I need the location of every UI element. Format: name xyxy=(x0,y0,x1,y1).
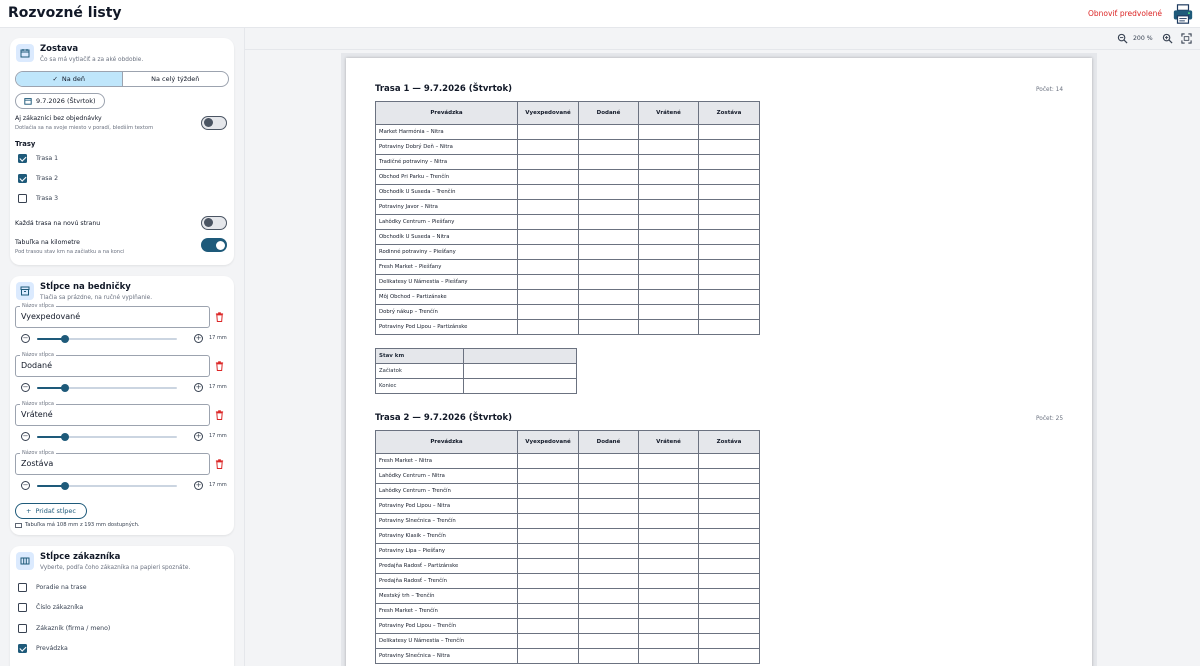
crate-columns-subtitle: Tlačia sa prázdne, na ručné vyplňanie. xyxy=(40,295,153,301)
empty-cell xyxy=(639,514,699,529)
empty-cell xyxy=(639,484,699,499)
empty-cell xyxy=(639,619,699,634)
empty-cell xyxy=(699,320,760,335)
shop-name-cell: Delikatesy U Námestia – Piešťany xyxy=(376,275,518,290)
empty-cell xyxy=(518,170,579,185)
empty-cell xyxy=(639,260,699,275)
empty-cell xyxy=(699,275,760,290)
shop-name-cell: Potraviny Dobrý Deň – Nitra xyxy=(376,140,518,155)
empty-cell xyxy=(518,649,579,664)
empty-cell xyxy=(639,649,699,664)
empty-cell xyxy=(579,574,639,589)
route-3-label: Trasa 3 xyxy=(36,195,59,202)
empty-cell xyxy=(639,634,699,649)
empty-cell xyxy=(579,499,639,514)
customer-option-order-label: Poradie na trase xyxy=(36,584,87,591)
columns-icon xyxy=(16,552,34,570)
print-preview xyxy=(341,53,1097,666)
customer-columns-card xyxy=(10,546,234,666)
empty-cell xyxy=(639,544,699,559)
empty-cell xyxy=(518,230,579,245)
empty-cell xyxy=(639,589,699,604)
shop-name-cell: Predajňa Radosť – Trenčín xyxy=(376,574,518,589)
table-row xyxy=(376,290,760,305)
check-icon: ✓ xyxy=(52,75,58,83)
empty-cell xyxy=(518,305,579,320)
shop-name-cell: Fresh Market – Piešťany xyxy=(376,260,518,275)
km-table-label: Tabuľka na kilometre xyxy=(15,239,80,246)
customer-option-order[interactable] xyxy=(18,583,87,592)
shop-name-cell: Potraviny Slnečnica – Nitra xyxy=(376,649,518,664)
customer-option-shop-label: Prevádzka xyxy=(36,645,68,652)
empty-cell xyxy=(579,320,639,335)
zoom-level: 200 % xyxy=(1133,35,1153,42)
zoom-out-icon[interactable] xyxy=(1117,33,1128,44)
empty-cell xyxy=(639,499,699,514)
empty-cell xyxy=(699,155,760,170)
column-width-slider-row xyxy=(15,431,229,443)
empty-cell xyxy=(518,260,579,275)
empty-cell xyxy=(639,290,699,305)
table-row xyxy=(376,589,760,604)
shop-name-cell: Lahôdky Centrum – Trenčín xyxy=(376,484,518,499)
route-2-table xyxy=(375,430,760,664)
km-row-label: Začiatok xyxy=(376,364,464,379)
column-name-label: Názov stĺpca xyxy=(22,352,54,358)
customer-option-number-label: Číslo zákazníka xyxy=(36,604,84,611)
empty-cell xyxy=(579,619,639,634)
empty-cell xyxy=(579,230,639,245)
empty-cell xyxy=(518,200,579,215)
empty-cell xyxy=(699,544,760,559)
empty-cell xyxy=(639,574,699,589)
table-width-text: Tabuľka má 108 mm z 193 mm dostupných. xyxy=(25,522,140,528)
shop-name-cell: Potraviny Pod Lipou – Nitra xyxy=(376,499,518,514)
column-name-input[interactable] xyxy=(21,361,201,370)
column-name-input[interactable] xyxy=(21,410,201,419)
table-row xyxy=(376,604,760,619)
column-name-input[interactable] xyxy=(21,459,201,468)
shop-name-cell: Obchodík U Suseda – Nitra xyxy=(376,230,518,245)
empty-cell xyxy=(699,484,760,499)
table-row xyxy=(376,649,760,664)
empty-cell xyxy=(518,454,579,469)
table-header: Dodané xyxy=(579,431,639,454)
empty-cell xyxy=(699,634,760,649)
no-orders-label: Aj zákazníci bez objednávky xyxy=(15,115,102,122)
column-width-value: 17 mm xyxy=(209,384,227,390)
shop-name-cell: Potraviny Slnečnica – Trenčín xyxy=(376,514,518,529)
preview-area xyxy=(245,28,1200,666)
shop-name-cell: Dobrý nákup – Trenčín xyxy=(376,305,518,320)
crate-columns-title: Stĺpce na bedničky xyxy=(40,282,131,292)
empty-cell xyxy=(518,245,579,260)
table-row xyxy=(376,619,760,634)
plus-circle-icon[interactable]: + xyxy=(195,334,202,342)
customer-option-number[interactable] xyxy=(18,603,83,612)
column-name-field[interactable] xyxy=(15,401,210,426)
shop-name-cell: Predajňa Radosť – Partizánske xyxy=(376,559,518,574)
empty-cell xyxy=(639,529,699,544)
empty-cell xyxy=(518,529,579,544)
empty-cell xyxy=(699,469,760,484)
top-bar xyxy=(0,0,1200,28)
shop-name-cell: Lahôdky Centrum – Piešťany xyxy=(376,215,518,230)
shop-name-cell: Obchodík U Suseda – Trenčín xyxy=(376,185,518,200)
page-title: Rozvozné listy xyxy=(8,5,122,21)
empty-cell xyxy=(639,185,699,200)
shop-name-cell: Potraviny Javor – Nitra xyxy=(376,200,518,215)
slider-thumb[interactable] xyxy=(61,335,69,343)
empty-cell xyxy=(518,514,579,529)
empty-cell xyxy=(579,649,639,664)
shop-name-cell: Fresh Market – Trenčín xyxy=(376,604,518,619)
plus-circle-icon[interactable]: + xyxy=(195,481,202,489)
route-1-count: Počet: 14 xyxy=(1036,87,1064,93)
table-row xyxy=(376,634,760,649)
table-row xyxy=(376,185,760,200)
column-name-field[interactable] xyxy=(15,352,210,377)
report-card-subtitle: Čo sa má vytlačiť a za aké obdobie. xyxy=(40,57,144,63)
column-width-value: 17 mm xyxy=(209,482,227,488)
table-header: Vyexpedované xyxy=(518,431,579,454)
table-row xyxy=(376,454,760,469)
table-row xyxy=(376,305,760,320)
table-row xyxy=(376,320,760,335)
empty-cell xyxy=(518,275,579,290)
report-card xyxy=(10,38,234,265)
shop-name-cell: Fresh Market – Nitra xyxy=(376,454,518,469)
shop-name-cell: Market Harmónia – Nitra xyxy=(376,125,518,140)
empty-cell xyxy=(699,559,760,574)
table-row xyxy=(376,275,760,290)
table-row xyxy=(376,140,760,155)
column-width-slider[interactable] xyxy=(37,338,177,340)
shop-name-cell: Potraviny Pod Lipou – Partizánske xyxy=(376,320,518,335)
empty-cell xyxy=(699,125,760,140)
ruler-icon xyxy=(15,523,22,528)
column-width-slider-row xyxy=(15,333,229,345)
empty-cell xyxy=(639,200,699,215)
table-row xyxy=(376,170,760,185)
slider-thumb[interactable] xyxy=(61,433,69,441)
column-width-value: 17 mm xyxy=(209,433,227,439)
plus-circle-icon[interactable]: + xyxy=(195,383,202,391)
empty-cell xyxy=(579,185,639,200)
customer-option-name[interactable] xyxy=(18,624,110,633)
column-name-field[interactable] xyxy=(15,450,210,475)
table-header: Dodané xyxy=(579,102,639,125)
table-row xyxy=(376,260,760,275)
table-row xyxy=(376,529,760,544)
table-row xyxy=(376,484,760,499)
delete-column-icon[interactable] xyxy=(215,459,224,469)
empty-cell xyxy=(699,619,760,634)
empty-cell xyxy=(579,140,639,155)
table-row xyxy=(376,230,760,245)
empty-cell xyxy=(579,544,639,559)
empty-cell xyxy=(518,125,579,140)
km-table-header xyxy=(464,349,577,364)
table-row xyxy=(376,514,760,529)
empty-cell xyxy=(639,245,699,260)
empty-cell xyxy=(579,260,639,275)
calendar-small-icon xyxy=(24,97,32,105)
table-row xyxy=(376,155,760,170)
empty-cell xyxy=(579,469,639,484)
empty-cell xyxy=(699,170,760,185)
table-row xyxy=(376,125,760,140)
reset-defaults-button[interactable]: Obnoviť predvolené xyxy=(1087,9,1162,18)
new-page-label: Každá trasa na novú stranu xyxy=(15,220,101,227)
crate-columns-card xyxy=(10,276,234,535)
empty-cell xyxy=(699,574,760,589)
km-table-header: Stav km xyxy=(376,349,464,364)
empty-cell xyxy=(518,215,579,230)
empty-cell xyxy=(579,245,639,260)
empty-cell xyxy=(518,559,579,574)
period-day-option[interactable] xyxy=(16,72,123,86)
plus-icon: + xyxy=(26,507,32,515)
empty-cell xyxy=(639,140,699,155)
empty-cell xyxy=(639,559,699,574)
empty-cell xyxy=(518,619,579,634)
table-header: Vrátené xyxy=(639,431,699,454)
date-value: 9.7.2026 (Štvrtok) xyxy=(36,97,96,105)
empty-cell xyxy=(639,215,699,230)
empty-cell xyxy=(699,245,760,260)
empty-cell xyxy=(464,364,577,379)
empty-cell xyxy=(699,140,760,155)
empty-cell xyxy=(579,514,639,529)
period-day-label: Na deň xyxy=(61,75,86,83)
empty-cell xyxy=(699,215,760,230)
column-name-input[interactable] xyxy=(21,312,201,321)
table-header: Prevádzka xyxy=(376,431,518,454)
period-week-option[interactable] xyxy=(123,72,229,86)
empty-cell xyxy=(579,589,639,604)
empty-cell xyxy=(518,604,579,619)
empty-cell xyxy=(639,155,699,170)
empty-cell xyxy=(579,484,639,499)
customer-columns-subtitle: Vyberte, podľa čoho zákazníka na papieri spoznáte. xyxy=(40,565,191,571)
plus-circle-icon[interactable]: + xyxy=(195,432,202,440)
calendar-icon xyxy=(16,44,34,62)
empty-cell xyxy=(699,290,760,305)
shop-name-cell: Potraviny Klasik – Trenčín xyxy=(376,529,518,544)
delete-column-icon[interactable] xyxy=(215,312,224,322)
delete-column-icon[interactable] xyxy=(215,410,224,420)
empty-cell xyxy=(699,305,760,320)
table-width-note xyxy=(15,522,140,528)
empty-cell xyxy=(579,275,639,290)
slider-thumb[interactable] xyxy=(61,482,69,490)
empty-cell xyxy=(518,544,579,559)
km-row xyxy=(376,379,577,394)
table-row xyxy=(376,499,760,514)
empty-cell xyxy=(579,529,639,544)
routes-heading: Trasy xyxy=(15,140,36,148)
empty-cell xyxy=(579,604,639,619)
empty-cell xyxy=(579,170,639,185)
empty-cell xyxy=(518,469,579,484)
zoom-in-icon[interactable] xyxy=(1162,33,1173,44)
route-1-table xyxy=(375,101,760,335)
table-row xyxy=(376,215,760,230)
route-1-checkbox[interactable] xyxy=(18,154,58,163)
route-1-km-table xyxy=(375,348,577,394)
settings-panel xyxy=(0,28,245,666)
empty-cell xyxy=(579,634,639,649)
shop-name-cell: Potraviny Pod Lipou – Trenčín xyxy=(376,619,518,634)
paper-page xyxy=(346,58,1092,666)
table-row xyxy=(376,469,760,484)
minus-circle-icon[interactable]: − xyxy=(22,334,29,342)
fit-width-icon[interactable] xyxy=(1181,33,1192,44)
empty-cell xyxy=(518,499,579,514)
empty-cell xyxy=(639,604,699,619)
shop-name-cell: Delikatesy U Námestia – Trenčín xyxy=(376,634,518,649)
column-name-label: Názov stĺpca xyxy=(22,303,54,309)
minus-circle-icon[interactable]: − xyxy=(22,481,29,489)
table-header: Vrátené xyxy=(639,102,699,125)
table-header: Vyexpedované xyxy=(518,102,579,125)
route-2-count: Počet: 25 xyxy=(1036,416,1064,422)
slider-thumb[interactable] xyxy=(61,384,69,392)
minus-circle-icon[interactable]: − xyxy=(22,383,29,391)
empty-cell xyxy=(464,379,577,394)
column-name-label: Názov stĺpca xyxy=(22,401,54,407)
shop-name-cell: Mestský trh – Trenčín xyxy=(376,589,518,604)
route-2-title: Trasa 2 — 9.7.2026 (Štvrtok) xyxy=(375,413,513,423)
column-name-field[interactable] xyxy=(15,303,210,328)
zoom-toolbar xyxy=(245,28,1200,50)
empty-cell xyxy=(639,170,699,185)
km-table-hint: Pod trasou stav km na začiatku a na konci xyxy=(15,249,125,255)
shop-name-cell: Potraviny Lipa – Piešťany xyxy=(376,544,518,559)
empty-cell xyxy=(699,185,760,200)
route-1-title: Trasa 1 — 9.7.2026 (Štvrtok) xyxy=(375,84,513,94)
new-page-toggle[interactable] xyxy=(201,216,227,230)
empty-cell xyxy=(699,200,760,215)
customer-option-shop[interactable] xyxy=(18,644,68,653)
empty-cell xyxy=(518,484,579,499)
empty-cell xyxy=(579,200,639,215)
empty-cell xyxy=(579,155,639,170)
add-column-label: Pridať stĺpec xyxy=(35,507,76,515)
empty-cell xyxy=(579,290,639,305)
table-header: Zostáva xyxy=(699,431,760,454)
table-row xyxy=(376,574,760,589)
empty-cell xyxy=(699,514,760,529)
empty-cell xyxy=(579,125,639,140)
table-row xyxy=(376,200,760,215)
shop-name-cell: Lahôdky Centrum – Nitra xyxy=(376,469,518,484)
empty-cell xyxy=(699,454,760,469)
shop-name-cell: Tradičné potraviny – Nitra xyxy=(376,155,518,170)
no-orders-toggle[interactable] xyxy=(201,116,227,130)
column-width-slider[interactable] xyxy=(37,387,177,389)
empty-cell xyxy=(518,589,579,604)
empty-cell xyxy=(639,230,699,245)
empty-cell xyxy=(518,320,579,335)
empty-cell xyxy=(699,589,760,604)
column-width-slider[interactable] xyxy=(37,436,177,438)
empty-cell xyxy=(639,469,699,484)
column-width-slider-row xyxy=(15,480,229,492)
route-3-checkbox[interactable] xyxy=(18,194,58,203)
shop-name-cell: Rodinné potraviny – Piešťany xyxy=(376,245,518,260)
period-week-label: Na celý týždeň xyxy=(151,75,200,83)
column-width-slider[interactable] xyxy=(37,485,177,487)
empty-cell xyxy=(579,454,639,469)
delete-column-icon[interactable] xyxy=(215,361,224,371)
column-name-label: Názov stĺpca xyxy=(22,450,54,456)
km-row xyxy=(376,364,577,379)
table-row xyxy=(376,544,760,559)
empty-cell xyxy=(518,140,579,155)
km-table-toggle[interactable] xyxy=(201,238,227,252)
customer-option-name-label: Zákazník (firma / meno) xyxy=(36,625,111,632)
km-row-label: Koniec xyxy=(376,379,464,394)
empty-cell xyxy=(639,275,699,290)
empty-cell xyxy=(699,649,760,664)
empty-cell xyxy=(639,454,699,469)
empty-cell xyxy=(699,499,760,514)
shop-name-cell: Môj Obchod – Partizánske xyxy=(376,290,518,305)
column-width-slider-row xyxy=(15,382,229,394)
column-width-value: 17 mm xyxy=(209,335,227,341)
table-header: Prevádzka xyxy=(376,102,518,125)
route-2-label: Trasa 2 xyxy=(36,175,59,182)
empty-cell xyxy=(639,305,699,320)
empty-cell xyxy=(699,604,760,619)
empty-cell xyxy=(639,320,699,335)
empty-cell xyxy=(518,155,579,170)
empty-cell xyxy=(699,230,760,245)
empty-cell xyxy=(579,215,639,230)
table-row xyxy=(376,559,760,574)
date-picker-button[interactable] xyxy=(15,93,105,109)
empty-cell xyxy=(518,634,579,649)
add-column-button[interactable] xyxy=(15,503,87,519)
minus-circle-icon[interactable]: − xyxy=(22,432,29,440)
table-header: Zostáva xyxy=(699,102,760,125)
empty-cell xyxy=(579,559,639,574)
route-1-label: Trasa 1 xyxy=(36,155,59,162)
period-selector xyxy=(15,71,229,87)
route-2-checkbox[interactable] xyxy=(18,174,58,183)
report-card-title: Zostava xyxy=(40,44,79,54)
empty-cell xyxy=(639,125,699,140)
customer-columns-title: Stĺpce zákazníka xyxy=(40,552,121,562)
empty-cell xyxy=(518,290,579,305)
table-row xyxy=(376,245,760,260)
empty-cell xyxy=(699,529,760,544)
shop-name-cell: Obchod Pri Parku – Trenčín xyxy=(376,170,518,185)
printer-icon[interactable] xyxy=(1172,3,1194,25)
empty-cell xyxy=(518,185,579,200)
empty-cell xyxy=(699,260,760,275)
empty-cell xyxy=(518,574,579,589)
empty-cell xyxy=(579,305,639,320)
no-orders-hint: Dotlačia sa na svoje miesto v poradí, bledším textom xyxy=(15,125,154,131)
crate-icon xyxy=(16,282,34,300)
